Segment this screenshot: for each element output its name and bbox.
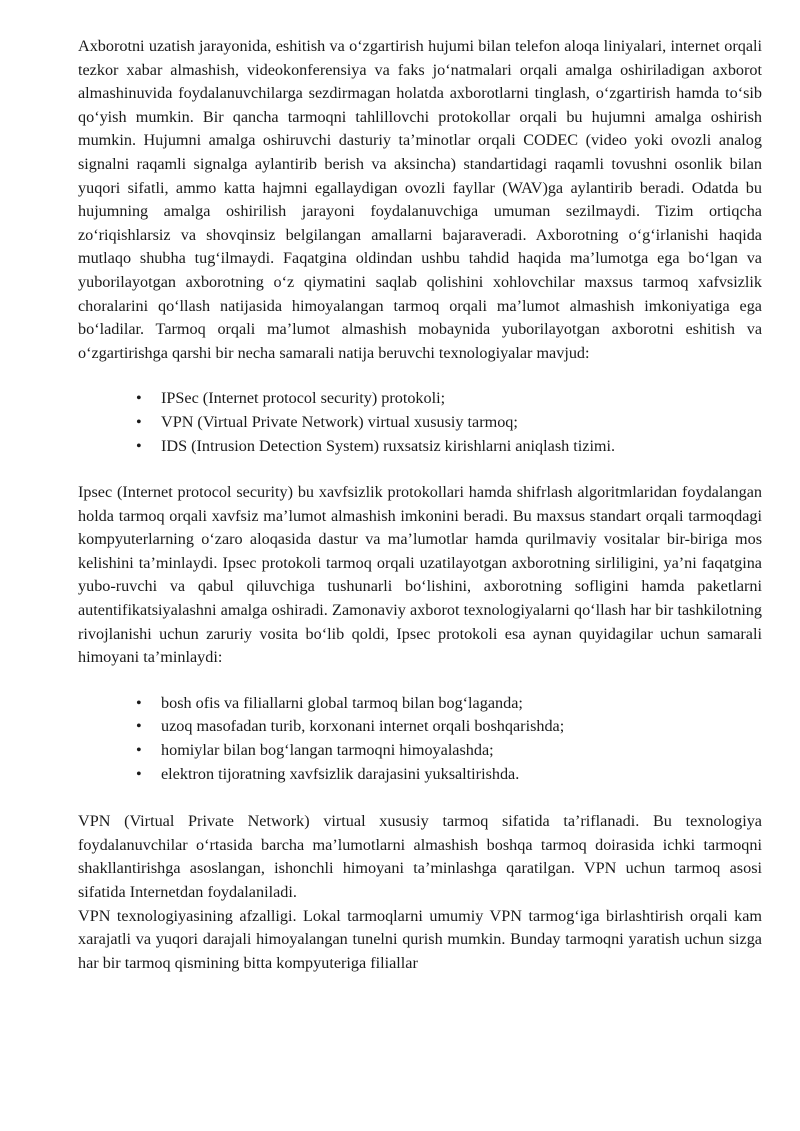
list-item: [78, 435, 762, 459]
list-item-text: IDS (Intrusion Detection System) ruxsatsiz kirishlarni aniqlash tizimi.: [161, 436, 616, 455]
bullet-icon: •: [136, 412, 142, 431]
bullet-icon: •: [136, 764, 142, 783]
technology-list: [78, 387, 762, 458]
list-item: [78, 692, 762, 716]
list-item-text: elektron tijoratning xavfsizlik darajasini yuksaltirishda.: [161, 764, 520, 783]
paragraph-vpn-advantage: VPN texnologiyasining afzalligi. Lokal tarmoqlarni umumiy VPN tarmog‘iga birlashtirish orqali kam xarajatli va yuqori darajali himoyalangan tunelni qurish mumkin. Bunday tarmoqni yaratish uchun sizga har bir tarmoq qismining bitta kompyuteriga filiallar: [78, 906, 762, 972]
list-item: [78, 715, 762, 739]
list-item-text: homiylar bilan bog‘langan tarmoqni himoyalashda;: [161, 741, 494, 760]
list-item-text: uzoq masofadan turib, korxonani internet orqali boshqarishda;: [161, 717, 565, 736]
paragraph-ipsec: Ipsec (Internet protocol security) bu xavfsizlik protokollari hamda shifrlash algoritmlaridan foydalangan holda tarmoq orqali xavfsiz ma’lumot almashish imkonini beradi. Bu maxsus standart orqali tarmoqdagi kompyuterlarning o‘zaro aloqasida dastur va ma’lumotlar hamda qurilmaviy vositalar bir-biriga mos kelishini ta’minlaydi. Ipsec protokoli tarmoq orqali uzatilayotgan axborotning sirliligini, ya’ni faqatgina yubo-ruvchi va qabul qiluvchiga tushunarli bo‘lishini, axborotning sofligini hamda paketlarni autentifikatsiyalashni amalga oshiradi. Zamonaviy axborot texnologiyalarni qo‘llash har bir tashkilotning rivojlanishi uchun zaruriy vosita bo‘lib qoldi, Ipsec protokoli esa aynan quyidagilar uchun samarali himoyani ta’minlaydi:: [78, 483, 762, 667]
bullet-icon: •: [136, 436, 142, 455]
list-item: [78, 387, 762, 411]
document-page: [78, 35, 762, 975]
list-item-text: bosh ofis va filiallarni global tarmoq bilan bog‘laganda;: [161, 693, 523, 712]
list-item-text: VPN (Virtual Private Network) virtual xususiy tarmoq;: [161, 412, 518, 431]
bullet-icon: •: [136, 389, 142, 408]
ipsec-uses-list: [78, 692, 762, 786]
list-item: [78, 739, 762, 763]
bullet-icon: •: [136, 741, 142, 760]
bullet-icon: •: [136, 693, 142, 712]
list-item: [78, 411, 762, 435]
paragraph-intro: Axborotni uzatish jarayonida, eshitish va o‘zgartirish hujumi bilan telefon aloqa liniyalari, internet orqali tezkor xabar almashish, videokonferensiya va faks jo‘natmalari orqali amalga oshiriladigan axborot almashinuvida foydalanuvchilarga sezdirmagan holatda axborotlarni tinglash, o‘zgartirish hamda to‘sib qo‘yish mumkin. Bir qancha tarmoqni tahlillovchi protokollar orqali bu hujumni amalga oshirish mumkin. Hujumni amalga oshiruvchi dasturiy ta’minotlar orqali CODEC (video yoki ovozli analog signalni raqamli signalga aylantirib berish va aksincha) standartidagi raqamli tovushni osonlik bilan yuqori sifatli, ammo katta hajmni egallaydigan ovozli fayllar (WAV)ga aylantirib beradi. Odatda bu hujumning amalga oshirilish jarayoni foydalanuvchiga umuman sezilmaydi. Tizim ortiqcha zo‘riqishlarsiz va shovqinsiz belgilangan amallarni bajaraveradi. Axborotning o‘g‘irlanishi haqida mutlaqo shubha tug‘ilmaydi. Faqatgina oldindan ushbu tahdid haqida ma’lumotga ega bo‘lgan va yuborilayotgan axborotning o‘z qiymatini saqlab qolishini xohlovchilar maxsus tarmoq xafvsizlik choralarini qo‘llash natijasida himoyalangan tarmoq orqali ma’lumot almashish imkoniyatiga ega bo‘ladilar. Tarmoq orqali ma’lumot almashish mobaynida yuborilayotgan axborotni eshitish va o‘zgartirishga qarshi bir necha samarali natija beruvchi texnologiyalar mavjud:: [78, 37, 762, 362]
list-item-text: IPSec (Internet protocol security) protokoli;: [161, 389, 446, 408]
list-item: [78, 763, 762, 787]
paragraph-vpn: VPN (Virtual Private Network) virtual xususiy tarmoq sifatida ta’riflanadi. Bu texnologiya foydalanuvchilar o‘rtasida barcha ma’lumotlarni almashish boshqa tarmoq doirasida ichki tarmoqni shakllantirishga asoslangan, ishonchli himoyani ta’minlashga qaratilgan. VPN uchun tarmoq asosi sifatida Internetdan foydalaniladi.: [78, 812, 762, 901]
bullet-icon: •: [136, 717, 142, 736]
